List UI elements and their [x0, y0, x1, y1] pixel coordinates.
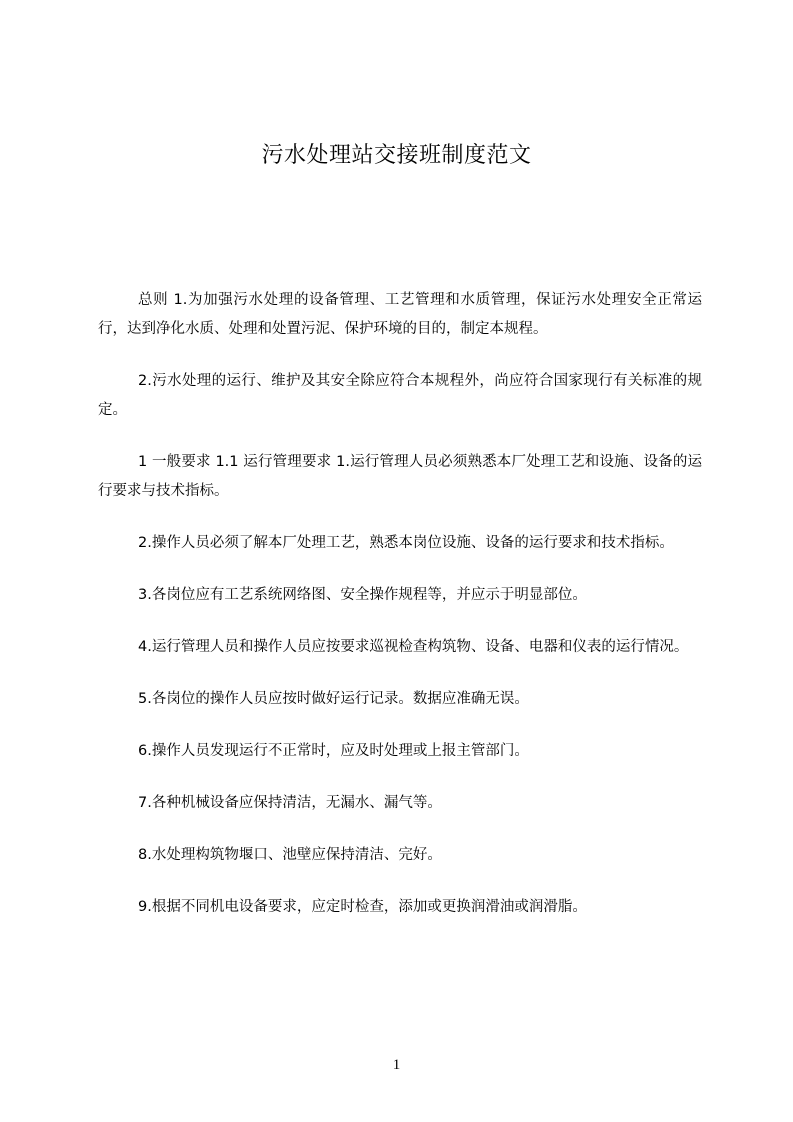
paragraph-4: 2.操作人员必须了解本厂处理工艺，熟悉本岗位设施、设备的运行要求和技术指标。: [138, 535, 674, 551]
paragraph-11: 9.根据不同机电设备要求，应定时检查，添加或更换润滑油或润滑脂。: [138, 899, 587, 915]
paragraph-3: 1 一般要求 1.1 运行管理要求 1.运行管理人员必须熟悉本厂处理工艺和设施、设备的运行要求与技术指标。: [98, 454, 702, 499]
paragraph-gap: [98, 344, 702, 367]
page-number: 1: [392, 1057, 401, 1073]
paragraph-gap: [98, 766, 702, 789]
paragraph-gap: [98, 558, 702, 581]
paragraph-1: 总则 1.为加强污水处理的设备管理、工艺管理和水质管理，保证污水处理安全正常运行，达到净化水质、处理和处置污泥、保护环境的目的，制定本规程。: [98, 292, 702, 337]
paragraph-7: 5.各岗位的操作人员应按时做好运行记录。数据应准确无误。: [138, 691, 529, 707]
paragraph-gap: [98, 662, 702, 685]
document-title: 污水处理站交接班制度范文: [261, 143, 532, 168]
document-body: [98, 286, 702, 922]
paragraph-gap: [98, 870, 702, 893]
paragraph-gap: [98, 818, 702, 841]
paragraph-5: 3.各岗位应有工艺系统网络图、安全操作规程等，并应示于明显部位。: [138, 587, 587, 603]
paragraph-gap: [98, 610, 702, 633]
paragraph-8: 6.操作人员发现运行不正常时，应及时处理或上报主管部门。: [138, 743, 529, 759]
paragraph-6: 4.运行管理人员和操作人员应按要求巡视检查构筑物、设备、电器和仪表的运行情况。: [138, 639, 689, 655]
paragraph-2: 2.污水处理的运行、维护及其安全除应符合本规程外，尚应符合国家现行有关标准的规定。: [98, 373, 702, 418]
paragraph-gap: [98, 425, 702, 448]
paragraph-10: 8.水处理构筑物堰口、池壁应保持清洁、完好。: [138, 847, 442, 863]
paragraph-gap: [98, 506, 702, 529]
paragraph-gap: [98, 714, 702, 737]
paragraph-9: 7.各种机械设备应保持清洁，无漏水、漏气等。: [138, 795, 442, 811]
